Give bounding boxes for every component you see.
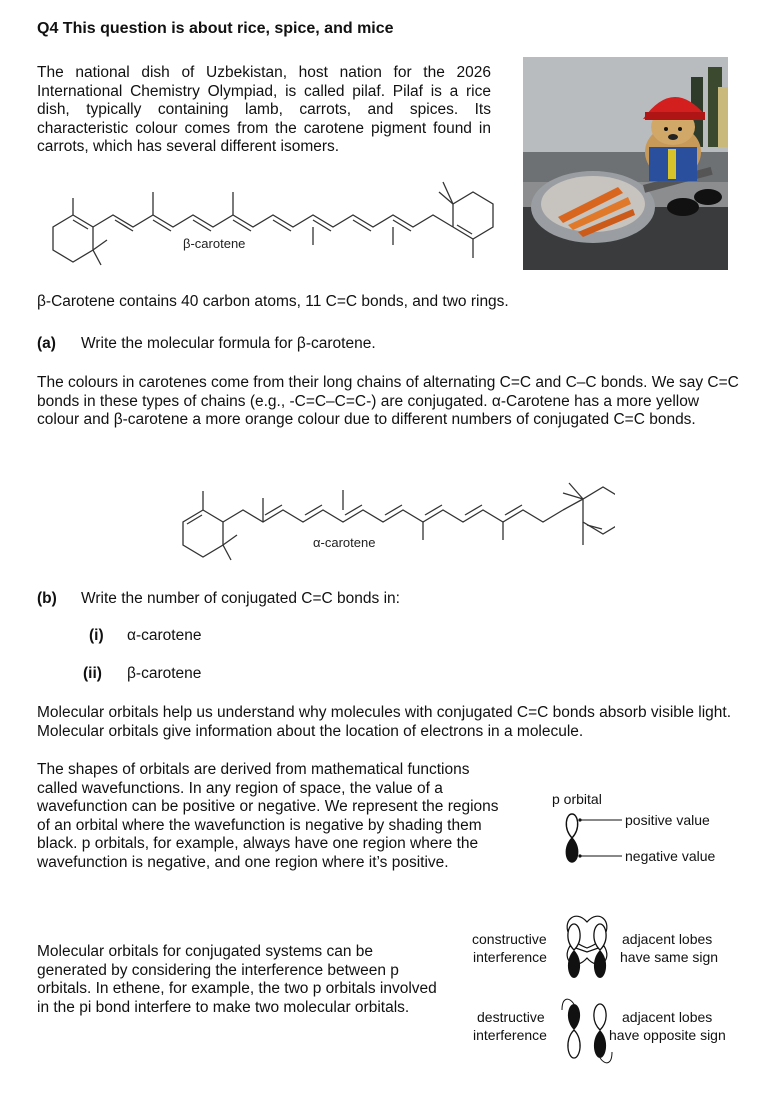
constructive-note-1: adjacent lobes [622, 931, 713, 947]
alpha-carotene-structure [165, 465, 615, 565]
beta-facts: β-Carotene contains 40 carbon atoms, 11 C=C bonds, and two rings. [37, 293, 509, 310]
part-b-ii-text: β-carotene [127, 665, 202, 682]
constructive-note-2: have same sign [620, 949, 719, 965]
constructive-label-2: interference [473, 949, 547, 965]
beta-carotene-label: β-carotene [183, 236, 246, 251]
part-b-text: Write the number of conjugated C=C bonds in: [81, 590, 400, 607]
shapes-paragraph: The shapes of orbitals are derived from mathematical functions called wavefunctions. In any region of space, the value of a wavefunction can be positive or negative. We represent the regions of an orbital where the wavefunction is negative by shading them black. p orbitals, for example, always have one region where the wavefunction is negative, and one region where it’s positive. [37, 761, 499, 871]
p-orbital-icon [560, 808, 630, 868]
intro-paragraph: The national dish of Uzbekistan, host nation for the 2026 International Chemistry Olympiad, is called pilaf. Pilaf is a rice dish, typically containing lamb, carrots, and spices. Its characteristic colour comes from the carotene pigment found in carrots, which has several different isomers. [37, 64, 491, 155]
part-b-i-number: (i) [89, 627, 104, 644]
question-title: Q4 This question is about rice, spice, and mice [37, 20, 394, 37]
destructive-note-1: adjacent lobes [622, 1009, 713, 1025]
part-a-number: (a) [37, 335, 56, 352]
pilaf-photo [523, 57, 728, 270]
constructive-label-1: constructive [472, 931, 547, 947]
destructive-note-2: have opposite sign [609, 1027, 726, 1043]
colours-paragraph: The colours in carotenes come from their long chains of alternating C=C and C–C bonds. We say C=C bonds in these types of chains (e.g., -C=C–C=C-) are conjugated. α-Carotene has a more yellow colour and β-carotene a more orange colour due to different numbers of conjugated C=C bonds. [37, 374, 739, 428]
destructive-label-2: interference [473, 1027, 547, 1043]
p-orbital-title: p orbital [552, 791, 602, 807]
constructive-orbitals-icon [560, 910, 614, 992]
part-b-ii-number: (ii) [83, 665, 102, 682]
destructive-label-1: destructive [477, 1009, 545, 1025]
beta-carotene-structure [35, 170, 515, 270]
destructive-orbitals-icon [560, 990, 614, 1072]
interference-paragraph: Molecular orbitals for conjugated systems can be generated by considering the interference between p orbitals. In ethene, for example, the two p orbitals involved in the pi bond interfere to make two molecular orbitals. [37, 943, 437, 1016]
positive-value-label: positive value [625, 812, 710, 828]
alpha-carotene-label: α-carotene [313, 535, 376, 550]
part-b-i-text: α-carotene [127, 627, 202, 644]
mo-paragraph: Molecular orbitals help us understand why molecules with conjugated C=C bonds absorb visible light. Molecular orbitals give information about the location of electrons in a molecule. [37, 704, 732, 740]
part-b-number: (b) [37, 590, 57, 607]
negative-value-label: negative value [625, 848, 716, 864]
part-a-text: Write the molecular formula for β-carotene. [81, 335, 376, 352]
